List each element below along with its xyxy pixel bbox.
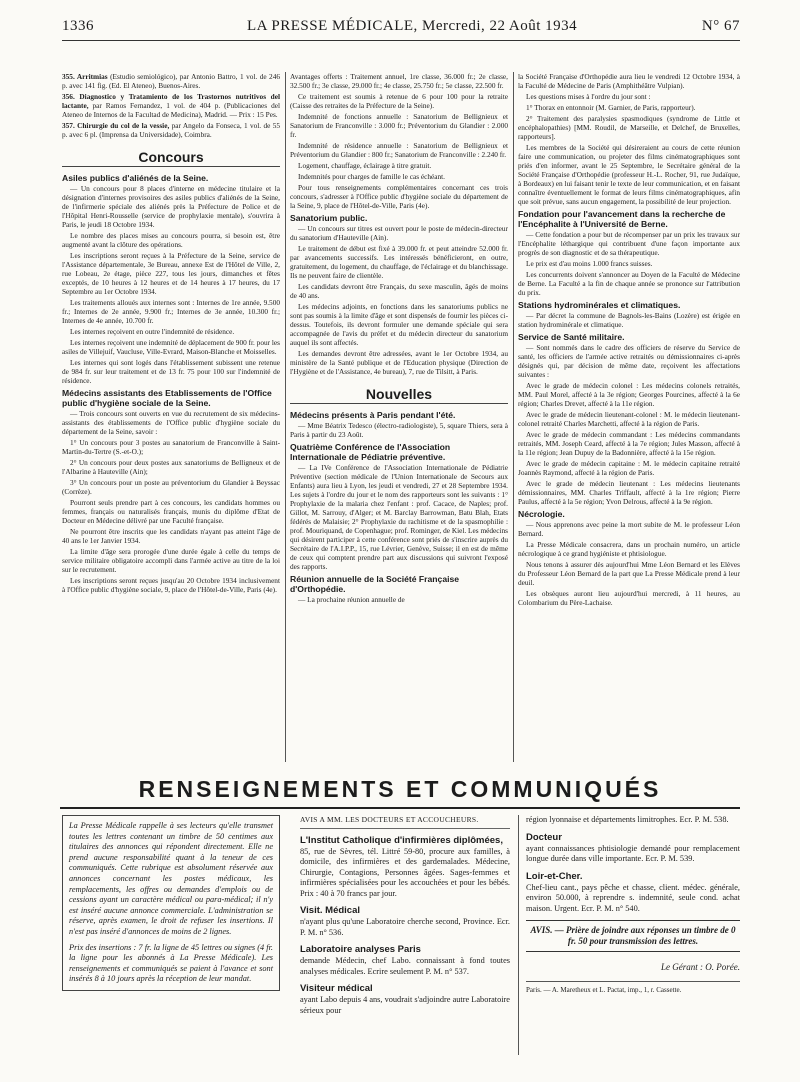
paragraph: Avantages offerts : Traitement annuel, 1re classe, 36.000 fr.; 2e classe, 32.500 fr.; 3e classe, 29.000 fr.; 4e classe, 25.750 fr.; 5e classe, 22.500 fr.: [290, 72, 508, 90]
paragraph: Avec le grade de médecin capitaine : M. le médecin capitaine retraité Joannès Raymond, affecté à la région de Paris.: [518, 459, 740, 477]
classified-text: Chef-lieu cant., pays pêche et chasse, client. médec. générale, environ 50.000, à reprendre s. indemnité, seule cond. achat maison. Urgent. Ecr. P. M. n° 540.: [526, 882, 740, 913]
section-heading-concours: Concours: [62, 153, 280, 167]
classified-title: Visit. Médical: [300, 905, 361, 916]
article-title: Service de Santé militaire.: [518, 332, 625, 342]
paragraph: Les questions mises à l'ordre du jour sont :: [526, 92, 651, 101]
paragraph: Logement, chauffage, éclairage à titre gratuit.: [298, 161, 432, 170]
bottom-column-1: [62, 815, 280, 991]
page-header: [62, 14, 740, 41]
bottom-column-3: [526, 815, 740, 1000]
classified-text: région lyonnaise et départements limitrophes. Ecr. P. M. 538.: [526, 815, 729, 824]
paragraph: Les internes reçoivent une indemnité de déplacement de 900 fr. pour les asiles de Villejuif, Vaucluse, Ville-Evrard, Maison-Blanche et Moisselles.: [62, 338, 280, 356]
paragraph: Le nombre des places mises au concours pourra, si besoin est, être augmenté avant la clôture des opérations.: [62, 231, 280, 249]
paragraph: Nous tenons à assurer dès aujourd'hui Mme Léon Bernard et les Elèves du Professeur Léon Bernard de la part que La Presse Médicale prend à leur deuil.: [518, 560, 740, 587]
classified-text: ayant Labo depuis 4 ans, voudrait s'adjoindre autre Laboratoire sérieux pour: [300, 995, 510, 1015]
classified-title: Laboratoire analyses Paris: [300, 944, 421, 955]
notice-paragraph: Prix des insertions : 7 fr. la ligne de 45 lettres ou signes (4 fr. la ligne pour les abonnés à La Presse Médicale). Les renseignements et communiqués se paient à l'avance et sont insérés 8 à 10 jours après la réception de leur mandat.: [69, 942, 273, 984]
book-entry: 355. Arritmias (Estudio semiológico), par Antonio Battro, 1 vol. de 246 p. avec 141 fig. (Ed. El Ateneo), Buenos-Aires.: [62, 72, 280, 90]
section-heading-nouvelles: Nouvelles: [290, 390, 508, 404]
paragraph: — Un concours sur titres est ouvert pour le poste de médecin-directeur du sanatorium d'Hauteville (Ain).: [290, 224, 508, 242]
paragraph: Les candidats devront être Français, du sexe masculin, âgés de moins de 40 ans.: [290, 282, 508, 300]
paragraph: Avec le grade de médecin lieutenant : Les médecins lieutenants démissionnaires, MM. Charles Triffault, affecté à la 1re région; Pierre Paulus, affecté à la 5e région; Yvon Delrous, affecté à la 9e région.: [518, 479, 740, 506]
paragraph: Ne pourront être inscrits que les candidats n'ayant pas atteint l'âge de 40 ans le 1er Janvier 1934.: [62, 527, 280, 545]
column-divider: [285, 72, 286, 762]
column-3: [518, 72, 740, 767]
banner-rule: [60, 807, 740, 809]
notice-box: [62, 815, 280, 991]
paragraph: Indemnité de résidence annuelle : Sanatorium de Bellignieux et Préventorium du Glandier : 800 fr.; Sanatorium de Franconville : 2.240 fr.: [290, 141, 508, 159]
classified-title: Loir-et-Cher.: [526, 870, 583, 882]
paragraph: Les inscriptions seront reçues jusqu'au 20 Octobre 1934 inclusivement à l'Office public d'hygiène sociale, 9, place de l'Hôtel-de-Ville, Paris (4e).: [62, 576, 280, 594]
paragraph: — Sont nommés dans le cadre des officiers de réserve du Service de santé, les officiers de l'armée active retraités ou démissionnaires ci-après désignés qui, par décision de même date, reçoivent les affectations suivantes :: [518, 343, 740, 379]
page-number: 1336: [62, 18, 94, 34]
paragraph: 3° Un concours pour un poste au préventorium du Glandier à Beyssac (Corrèze).: [62, 478, 280, 496]
paragraph: — Par décret la commune de Bagnols-les-Bains (Lozère) est érigée en station hydrominérale et climatique.: [518, 311, 740, 329]
paragraph: 2° Un concours pour deux postes aux sanatoriums de Belligneux et de l'Albarine à Hauteville (Ain);: [62, 458, 280, 476]
avis-box: AVIS. — Prière de joindre aux réponses un timbre de 0 fr. 50 pour transmission des lettres.: [526, 920, 740, 952]
avis-header: AVIS A MM. LES DOCTEURS ET ACCOUCHEURS.: [300, 815, 510, 829]
bottom-column-2: [300, 815, 510, 1021]
journal-title: LA PRESSE MÉDICALE, Mercredi, 22 Août 1934: [247, 18, 578, 34]
classified-text: n'ayant plus qu'une Laboratoire cherche second, Province. Ecr. P. M. n° 536.: [300, 917, 510, 937]
article-title: Sanatorium public.: [290, 213, 368, 223]
paragraph: Avec le grade de médecin colonel : Les médecins colonels retraités, MM. Paul Morel, affecté à la 3e région; Georges Pourcines, affecté à la 6e région; Charles Drevet, affecté à la 11e région.: [518, 381, 740, 408]
classified-text: 85, rue de Sèvres, tél. Littré 59-80, procure aux familles, à domicile, des infirmières et des gardemalades. Médecine, Chirurgie, Contagions, Personnes âgées. Sages-femmes et infirmières spécialisées pour les accouchées et pour les bébés. Prix : 40 à 70 francs par jour.: [300, 846, 510, 898]
paragraph: 1° Thorax en entonnoir (M. Garnier, de Paris, rapporteur).: [526, 103, 696, 112]
paragraph: — La prochaine réunion annuelle de: [298, 595, 405, 604]
paragraph: — Cette fondation a pour but de récompenser par un prix les travaux sur l'Encéphalite léthargique qui contribuent d'une façon importante aux progrès de son diagnostic et de sa thérapeutique.: [518, 230, 740, 257]
article-title: Stations hydrominérales et climatiques.: [518, 300, 681, 310]
gerant-signature: Le Gérant : O. Porée.: [661, 962, 740, 972]
paragraph: Le traitement de début est fixé à 39.000 fr. et peut atteindre 52.000 fr. par avancements successifs. Les intéressés bénéficieront, en outre, gratuitement, du logement, du chauffage, de l'éclairage et du blanchissage. Ils ne peuvent faire de clientèle.: [290, 244, 508, 280]
column-1: [62, 72, 280, 767]
paragraph: Indemnité de fonctions annuelle : Sanatorium de Bellignieux et Sanatorium de Franconville : 3.000 fr.; Préventorium du Glandier : 2.000 fr.: [290, 112, 508, 139]
article-title: Fondation pour l'avancement dans la recherche de l'Encéphalite à l'Université de Berne.: [518, 209, 726, 229]
paragraph: Les membres de la Société qui désireraient au cours de cette réunion faire une communication, ou projeter des films cinématographiques sont priés d'en informer, avant le 25 Septembre, le Secrétaire général de la Société Française d'Orthopédie (professeur H.-L. Rocher, 91, rue Judaïque, à Bordeaux) en lui faisant tenir le texte de leur communication, et en faisant connaître éventuellement le format de leurs films cinématographiques, afin que soit prévue, sans aucun engagement, la possibilité de leur projection.: [518, 143, 740, 206]
paragraph: Avec le grade de médecin commandant : Les médecins commandants retraités, MM. Joseph Ceard, affecté à la 7e région; Jules Masson, affecté à la 11e région; Jean Dupuy de la Badonnière, affecté à la 15e région.: [518, 430, 740, 457]
paragraph: Les internes reçoivent en outre l'indemnité de résidence.: [70, 327, 235, 336]
column-divider: [518, 815, 519, 1055]
classified-title: Docteur: [526, 831, 562, 843]
classified-title: Visiteur médical: [300, 983, 373, 994]
paragraph: Les internes qui sont logés dans l'établissement subissent une retenue de 984 fr. sur leur traitement et de 13 fr. 75 pour 100 sur l'indemnité de résidence.: [62, 358, 280, 385]
book-entry: 357. Chirurgie du col de la vessie, par Angelo da Fonseca, 1 vol. de 55 p. avec 6 pl. (Imprensa da Universidade), Coimbra.: [62, 121, 280, 139]
article-title: Nécrologie.: [518, 509, 565, 519]
paragraph: Indemnités pour charges de famille le cas échéant.: [298, 172, 445, 181]
paragraph: la Société Française d'Orthopédie aura lieu le vendredi 12 Octobre 1934, à la Faculté de Médecine de Paris (Amphithéâtre Vulpian).: [518, 72, 740, 90]
paragraph: — Trois concours sont ouverts en vue du recrutement de six médecins-assistants des établissements de l'Office public d'hygiène sociale du département de la Seine, savoir :: [62, 409, 280, 436]
article-title: Quatrième Conférence de l'Association Internationale de Pédiatrie préventive.: [290, 442, 451, 462]
paragraph: La Presse Médicale consacrera, dans un prochain numéro, un article nécrologique à ce grand hygiéniste et phtisiologue.: [518, 540, 740, 558]
paragraph: Avec le grade de médecin lieutenant-colonel : M. le médecin lieutenant-colonel retraité Charles Marchetti, affecté à la région de Paris.: [518, 410, 740, 428]
paragraph: — Nous apprenons avec peine la mort subite de M. le professeur Léon Bernard.: [518, 520, 740, 538]
paragraph: — La IVe Conférence de l'Association Internationale de Pédiatrie Préventive (section médicale de l'Union Internationale de Secours aux Enfants) aura lieu à Lyon, les jeudi et vendredi, 27 et 28 Septembre 1934. Les sujets à l'ordre du jour et le nom des rapporteurs sont les suivants : 1° Prophylaxie de la malaria chez l'enfant : prof. Cacace, de Naples; prof. Gillot, M. Sarrouy, d'Alger; et M. Barclay Barrowman, Batu Blah, Etats fédérés de Malaisie; 2° Prophylaxie du rachitisme et de la spasmophilie : prof. Mouriquand, de Copenhague; prof. Rominger, de Kiel. Les médecins qui désirent participer à cette conférence sont priés de s'inscrire auprès du Secrétaire de l'A.I.P.P., 15, rue Lévrier, Genève, Suisse; il en est de même de ceux qui comptent prendre part aux discussions qui suivront l'exposé des rapports.: [290, 463, 508, 571]
book-list: [62, 72, 280, 139]
renseignements-banner: [60, 776, 740, 809]
issue-number: N° 67: [701, 18, 740, 34]
paragraph: Les demandes devront être adressées, avant le 1er Octobre 1934, au ministère de la Santé publique et de l'Education physique (Direction de l'Hygiène et de l'Assistance, 4e bureau), 7, rue de Tilsitt, à Paris.: [290, 349, 508, 376]
paragraph: Le prix est d'au moins 1.000 francs suisses.: [526, 259, 653, 268]
paragraph: Les obsèques auront lieu aujourd'hui mercredi, à 11 heures, au Colombarium du Père-Lachaise.: [518, 589, 740, 607]
paragraph: Pour tous renseignements complémentaires concernant ces trois concours, s'adresser à l'Office public d'hygiène sociale du département de la Seine, 9, place de l'Hôtel-de-Ville, Paris (4e).: [290, 183, 508, 210]
paragraph: Les inscriptions seront reçues à la Préfecture de la Seine, service de l'Assistance départementale, 3e Bureau, annexe Est de l'Hôtel de Ville, 2, rue Lobeau, 2e étage, pièce 227, tous les jours, dimanches et fêtes exceptés, de 10 heures à 12 heures et de 14 heures à 17 heures, du 17 Septembre au 1er Octobre 1934.: [62, 251, 280, 296]
column-divider: [513, 72, 514, 762]
paragraph: Les médecins adjoints, en fonctions dans les sanatoriums publics ne sont pas soumis à la limite d'âge et sont dispensés de fournir les pièces ci-dessus. Toutefois, ils devront formuler une demande spéciale qui sera accompagnée de l'avis du préfet et du médecin directeur du sanatorium auquel ils sont affectés.: [290, 302, 508, 347]
article-title: Médecins assistants des Etablissements de l'Office public d'hygiène sociale de la Seine.: [62, 388, 272, 408]
article-title: Réunion annuelle de la Société Française d'Orthopédie.: [290, 574, 460, 594]
paragraph: Les traitements alloués aux internes sont : Internes de 1re année, 9.500 fr.; Internes de 2e année, 9.900 fr.; Internes de 3e année, 10.300 fr.; Internes de 4e année, 10.700 fr.: [62, 298, 280, 325]
article-title: Médecins présents à Paris pendant l'été.: [290, 410, 456, 420]
paragraph: Pourront seuls prendre part à ces concours, les candidats hommes ou femmes, français ou naturalisés français, munis du diplôme d'Etat de Docteur en Médecine délivré par une Faculté française.: [62, 498, 280, 525]
paragraph: La limite d'âge sera prorogée d'une durée égale à celle du temps de service militaire obligatoire accompli dans l'armée active au titre de la loi sur le recrutement.: [62, 547, 280, 574]
printer-imprint: Paris. — A. Maretheux et L. Pactat, imp., 1, r. Cassette.: [526, 981, 740, 996]
paragraph: — Mme Béatrix Tedesco (électro-radiologiste), 5, square Thiers, sera à Paris à partir du 23 Août.: [290, 421, 508, 439]
article-title: Asiles publics d'aliénés de la Seine.: [62, 173, 209, 183]
paragraph: Ce traitement est soumis à retenue de 6 pour 100 pour la retraite (Caisse des retraites de la Préfecture de la Seine).: [290, 92, 508, 110]
paragraph: — Un concours pour 8 places d'interne en médecine titulaire et la désignation d'internes provisoires des asiles publics d'aliénés de la Seine, de l'infirmerie spéciale des aliénés près la Préfecture de Police et de l'Hôpital Henri-Rousselle (service de prophylaxie mentale), s'ouvrira à Paris, le jeudi 18 Octobre 1934.: [62, 184, 280, 229]
column-2: [290, 72, 508, 767]
paragraph: Les concurrents doivent s'annoncer au Doyen de la Faculté de Médecine de Berne. La Faculté a la fin de chaque année se prononce sur l'attribution du prix.: [518, 270, 740, 297]
classified-title: L'Institut Catholique d'infirmières diplômées,: [300, 834, 503, 846]
classified-text: demande Médecin, chef Labo. connaissant à fond toutes analyses médicales. Ecrire seulement P. M. n° 537.: [300, 956, 510, 976]
banner-title: RENSEIGNEMENTS ET COMMUNIQUÉS: [138, 776, 662, 802]
paragraph: 1° Un concours pour 3 postes au sanatorium de Franconville à Saint-Martin-du-Tertre (S.-et-O.);: [62, 438, 280, 456]
paragraph: 2° Traitement des paralysies spasmodiques (syndrome de Little et encéphalopathies) [MM. Roudil, de Marseille, et Delchef, de Bruxelles, rapporteurs].: [518, 114, 740, 141]
book-entry: 356. Diagnostico y Tratamiento de los Trastornos nutritivos del lactante, par Ramos Fernandez, 1 vol. de 404 p. (Publicaciones del Ateneo de Internos de la Facultad de Medicina), Madrid. — Prix : 15 Pes.: [62, 92, 280, 119]
notice-paragraph: La Presse Médicale rappelle à ses lecteurs qu'elle transmet toutes les lettres contenant un timbre de 50 centimes aux titulaires des annonces qui répondent directement. Elle ne prend aucune responsabilité quant à la teneur de ces communiqués. Cette rubrique est absolument réservée aux annonces concernant les postes médicaux, les remplacements, les offres ou demandes d'emplois ou de cessions ayant un caractère médical ou para-médical; il n'y est inséré aucune annonce commerciale. L'administration se réserve, après examen, le droit de refuser les insertions. Il n'est pas inséré d'annonces de moins de 2 lignes.: [69, 821, 273, 936]
classified-text: ayant connaissances phtisiologie demandé pour remplacement longue durée dans ville importante. Ecr. P. M. 539.: [526, 843, 740, 863]
